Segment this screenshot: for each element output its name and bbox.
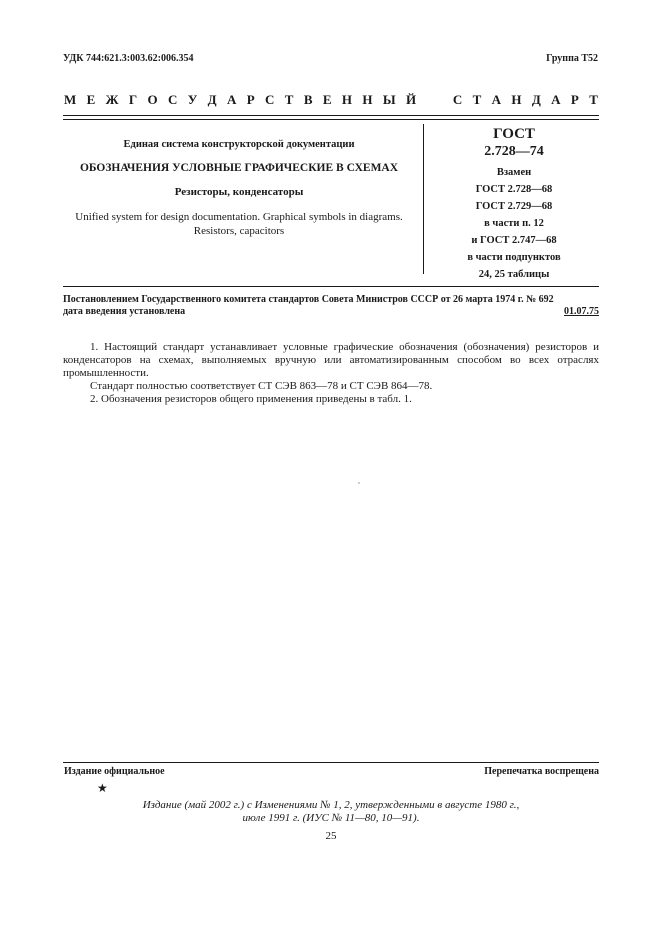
introduction-date: 01.07.75	[564, 306, 599, 317]
paragraph: 1. Настоящий стандарт устанавливает условные графические обозначения (обозначения) резисторов и конденсаторов на схемах, выполняемых вручную или автоматизированным способом во всех отраслях промышленности.	[63, 341, 599, 379]
introduction-date-row	[63, 306, 599, 318]
standard-subtitle: Резисторы, конденсаторы	[174, 186, 304, 198]
paragraph: Стандарт полностью соответствует СТ СЭВ 863—78 и СТ СЭВ 864—78.	[90, 380, 433, 392]
word-gap	[426, 92, 442, 108]
standard-title: ОБОЗНАЧЕНИЯ УСЛОВНЫЕ ГРАФИЧЕСКИЕ В СХЕМАХ	[79, 162, 399, 174]
standard-title-block	[63, 128, 415, 238]
udk-code: УДК 744:621.3:003.62:006.354	[63, 53, 194, 64]
replacement-line: ГОСТ 2.729—68	[475, 201, 553, 212]
gost-designation-block	[430, 126, 598, 283]
footer-rule	[63, 762, 599, 763]
column-divider	[423, 124, 424, 274]
body-text	[63, 341, 599, 406]
gost-label: ГОСТ	[493, 126, 535, 142]
system-name: Единая система конструкторской документации	[123, 139, 355, 150]
scan-speck	[358, 482, 360, 484]
decree-text: Постановлением Государственного комитета стандартов Совета Министров СССР от 26 марта 1974 г. № 692	[63, 294, 554, 305]
official-edition-label: Издание официальное	[64, 766, 165, 777]
replacement-line: 24, 25 таблицы	[478, 269, 550, 280]
replacement-line: Взамен	[496, 167, 532, 178]
replacement-line: в части подпунктов	[467, 252, 561, 263]
header-rule-thin	[63, 119, 599, 120]
page-number: 25	[325, 830, 337, 842]
english-title: Unified system for design documentation. Graphical symbols in diagrams. Resistors, capacitors	[75, 211, 403, 237]
group-code: Группа Т52	[546, 53, 598, 64]
reprint-prohibited-label: Перепечатка воспрещена	[484, 766, 599, 777]
title-block-rule	[63, 286, 599, 287]
interstate-standard-banner: М Е Ж Г О С У Д А Р С Т В Е Н Н Ы Й С Т А Н Д А Р Т	[64, 92, 598, 107]
header-rule-thick	[63, 115, 599, 116]
paragraph: 2. Обозначения резисторов общего применения приведены в табл. 1.	[90, 393, 412, 405]
introduction-label: дата введения установлена	[63, 306, 186, 317]
replacement-line: и ГОСТ 2.747—68	[471, 235, 557, 246]
replacement-line: в части п. 12	[484, 218, 544, 229]
edition-note: Издание (май 2002 г.) с Изменениями № 1, 2, утвержденными в августе 1980 г., июле 1991 г. (ИУС № 11—80, 10—91).	[142, 799, 520, 824]
star-icon: ★	[97, 781, 108, 795]
replacement-line: ГОСТ 2.728—68	[475, 184, 553, 195]
gost-number: 2.728—74	[484, 144, 544, 159]
